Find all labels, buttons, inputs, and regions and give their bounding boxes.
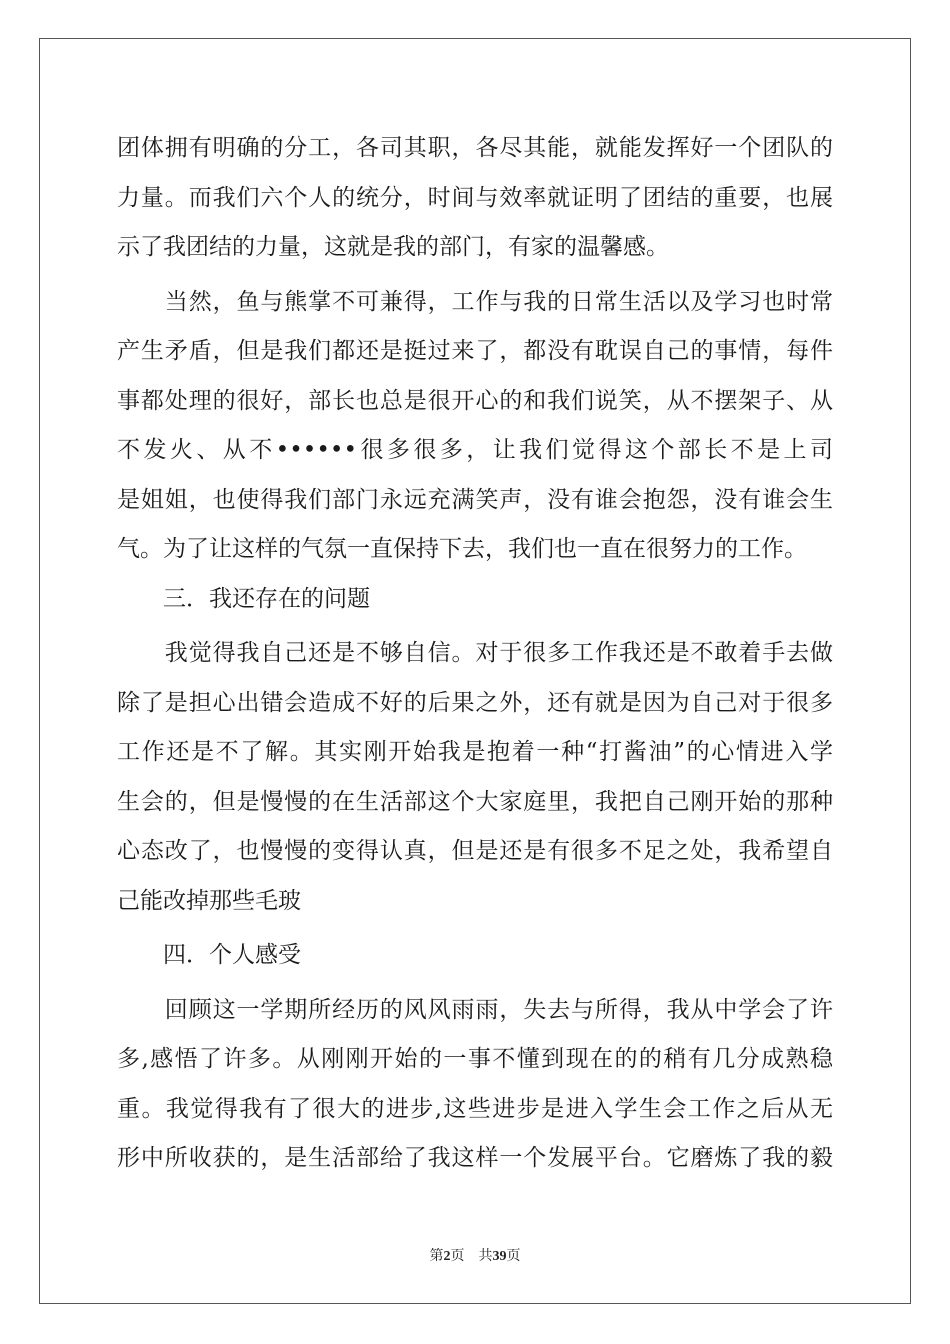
document-body — [117, 124, 833, 1184]
text-line: 多,感悟了许多。从刚刚开始的一事不懂到现在的的稍有几分成熟稳 — [117, 1046, 833, 1072]
text-line: 不发火、从不••••••很多很多，让我们觉得这个部长不是上司 — [117, 437, 833, 463]
text-line: 团体拥有明确的分工，各司其职，各尽其能，就能发挥好一个团队的 — [117, 135, 833, 161]
text-line: 产生矛盾，但是我们都还是挺过来了，都没有耽误自己的事情，每件 — [117, 338, 833, 364]
text-line: 生会的，但是慢慢的在生活部这个大家庭里，我把自己刚开始的那种 — [117, 788, 833, 815]
text-line: 我觉得我自己还是不够自信。对于很多工作我还是不敢着手去做 — [117, 640, 833, 666]
text-line: 是姐姐，也使得我们部门永远充满笑声，没有谁会抱怨，没有谁会生 — [117, 486, 833, 513]
total-pages: 39 — [492, 1249, 507, 1264]
page-footer — [0, 1245, 950, 1265]
text-line: 示了我团结的力量，这就是我的部门，有家的温馨感。 — [117, 234, 669, 260]
text-line: 回顾这一学期所经历的风风雨雨，失去与所得，我从中学会了许 — [117, 996, 833, 1023]
text-line: 工作还是不了解。其实刚开始我是抱着一种“打酱油”的心情进入学 — [117, 739, 833, 765]
text-line: 形中所收获的，是生活部给了我这样一个发展平台。它磨炼了我的毅 — [117, 1145, 833, 1171]
page-number: 2 — [443, 1249, 451, 1264]
section-heading-feelings: 四．个人感受 — [117, 942, 301, 968]
total-suffix: 页 — [506, 1248, 521, 1264]
total-prefix: 共 — [478, 1248, 493, 1264]
text-line: 气。为了让这样的气氛一直保持下去，我们也一直在很努力的工作。 — [117, 536, 807, 562]
text-line: 事都处理的很好，部长也总是很开心的和我们说笑，从不摆架子、从 — [117, 387, 833, 414]
page-prefix: 第 — [429, 1248, 444, 1264]
text-line: 当然，鱼与熊掌不可兼得，工作与我的日常生活以及学习也时常 — [117, 288, 833, 315]
page-suffix: 页 — [450, 1248, 465, 1264]
text-line: 重。我觉得我有了很大的进步,这些进步是进入学生会工作之后从无 — [117, 1095, 833, 1122]
section-heading-problems: 三．我还存在的问题 — [117, 585, 370, 612]
text-line: 己能改掉那些毛玻 — [117, 887, 301, 914]
text-line: 除了是担心出错会造成不好的后果之外，还有就是因为自己对于很多 — [117, 689, 833, 716]
text-line: 力量。而我们六个人的统分，时间与效率就证明了团结的重要，也展 — [117, 184, 833, 211]
text-line: 心态改了，也慢慢的变得认真，但是还是有很多不足之处，我希望自 — [117, 838, 833, 864]
